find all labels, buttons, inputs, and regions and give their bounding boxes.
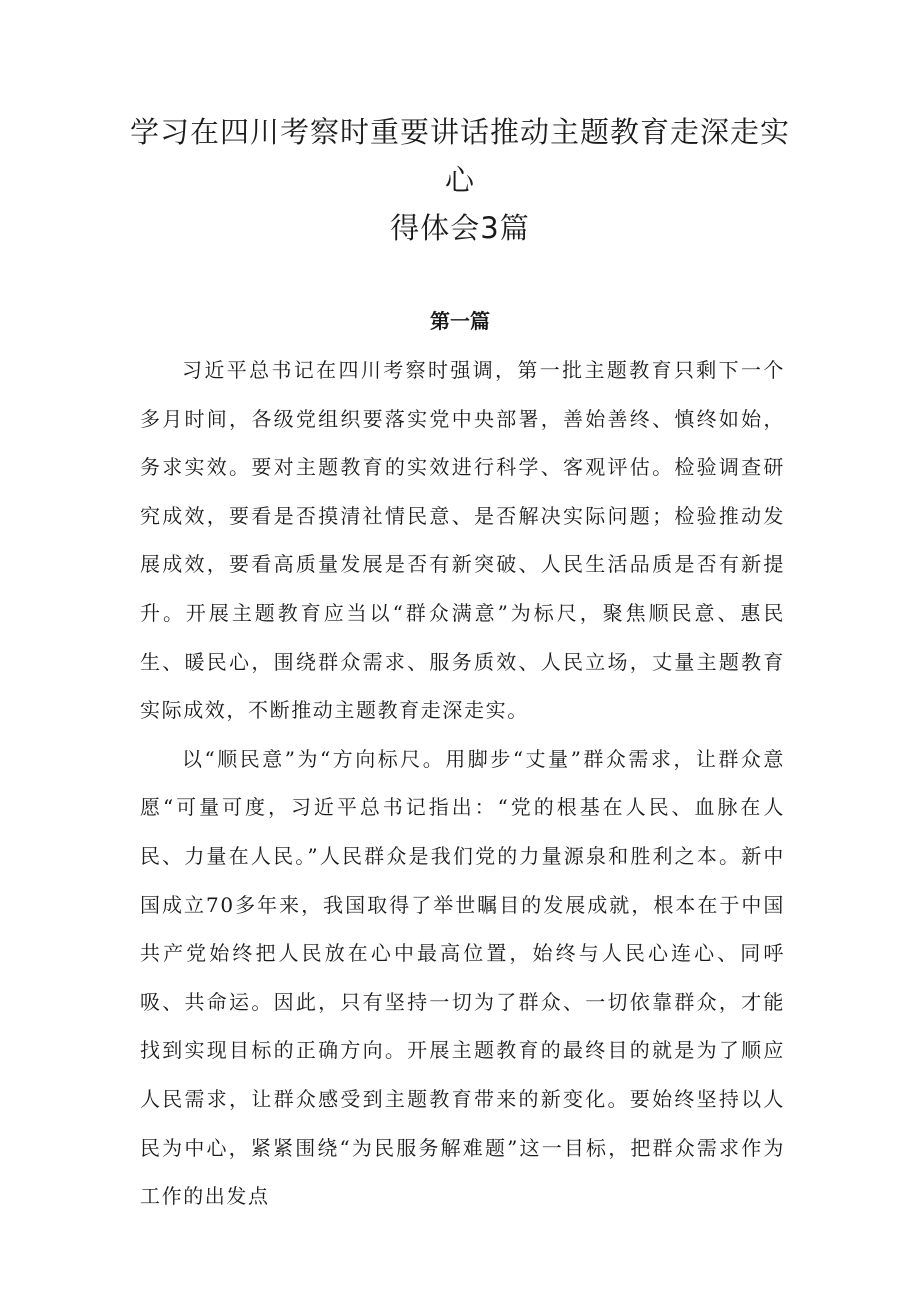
section-heading: 第一篇: [430, 309, 490, 333]
document-body: [140, 346, 785, 1221]
paragraph-1: 习近平总书记在四川考察时强调，第一批主题教育只剩下一个多月时间，各级党组织要落实党中央部署，善始善终、慎终如始，务求实效。要对主题教育的实效进行科学、客观评估。检验调查研究成效，要看是否摸清社情民意、是否解决实际问题；检验推动发展成效，要看高质量发展是否有新突破、人民生活品质是否有新提升。开展主题教育应当以“群众满意”为标尺，聚焦顺民意、惠民生、暖民心，围绕群众需求、服务质效、人民立场，丈量主题教育实际成效，不断推动主题教育走深走实。: [140, 358, 785, 723]
paragraph-2: 以“顺民意”为“方向标尺。用脚步“丈量”群众需求，让群众意愿“可量可度，习近平总书记指出：“党的根基在人民、血脉在人民、力量在人民。”人民群众是我们党的力量源泉和胜利之本。新中国成立70多年来，我国取得了举世瞩目的发展成就，根本在于中国共产党始终把人民放在心中最高位置，始终与人民心连心、同呼吸、共命运。因此，只有坚持一切为了群众、一切依靠群众，才能找到实现目标的正确方向。开展主题教育的最终目的就是为了顺应人民需求，让群众感受到主题教育带来的新变化。要始终坚持以人民为中心，紧紧围绕“为民服务解难题”这一目标，把群众需求作为工作的出发点: [140, 746, 785, 1209]
document-title-line-2: 得体会3篇: [390, 211, 530, 245]
document-title-line-1: 学习在四川考察时重要讲话推动主题教育走深走实心: [129, 115, 790, 197]
document-title: [120, 108, 800, 252]
